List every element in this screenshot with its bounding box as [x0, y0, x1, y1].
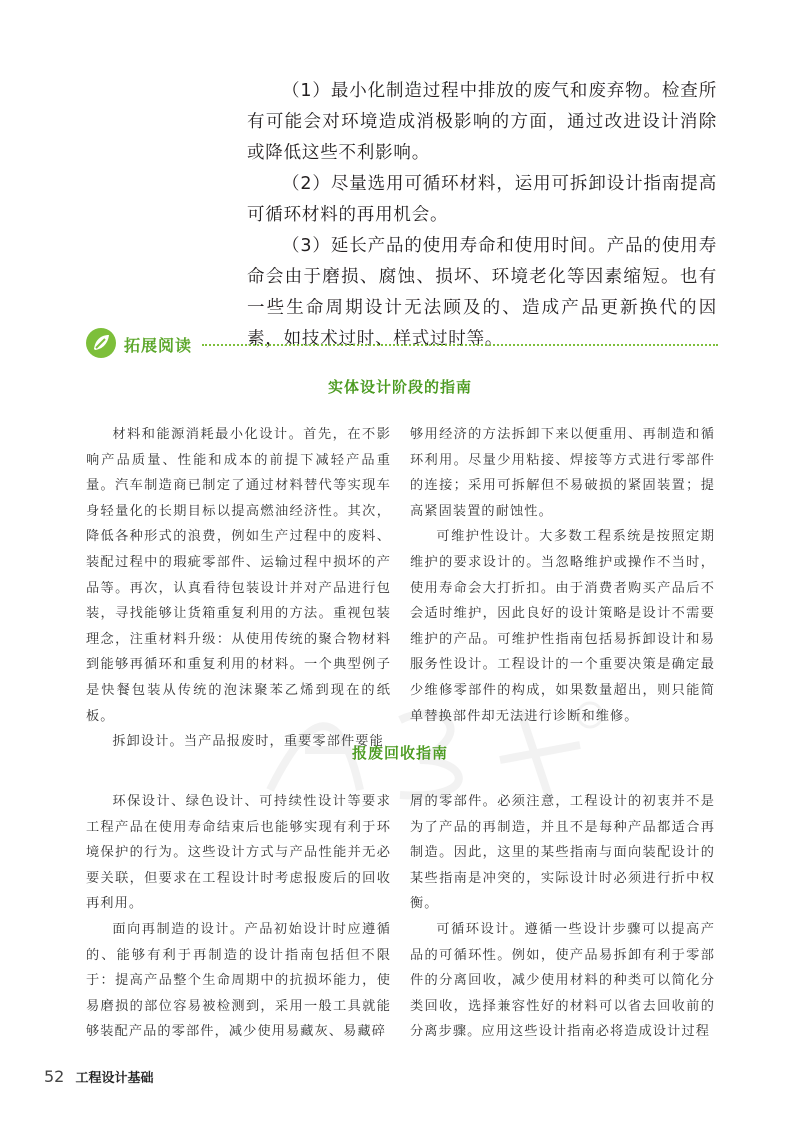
main-text: [247, 76, 717, 355]
section-2-right-column: [410, 789, 715, 1045]
s2-left-paragraph-2: 面向再制造的设计。产品初始设计时应遵循的、能够有利于再制造的设计指南包括但不限于：提高产品整个生命周期中的抗损坏能力，使易磨损的部位容易被检测到，采用一般工具就能够装配产品的零部件，减少使用易藏灰、易藏碎: [86, 921, 391, 1040]
s1-right-paragraph-1: 够用经济的方法拆卸下来以便重用、再制造和循环利用。尽量少用粘接、焊接等方式进行零部件的连接；采用可拆解但不易破损的紧固装置；提高紧固装置的耐蚀性。: [410, 427, 715, 519]
main-paragraph-1: （1）最小化制造过程中排放的废气和废弃物。检查所有可能会对环境造成消极影响的方面，通过改进设计消除或降低这些不利影响。: [247, 81, 717, 163]
s1-left-paragraph-1: 材料和能源消耗最小化设计。首先，在不影响产品质量、性能和成本的前提下减轻产品重量。汽车制造商已制定了通过材料替代等实现车身轻量化的长期目标以提高燃油经济性。其次，降低各种形式的浪费，例如生产过程中的废料、装配过程中的瑕疵零部件、运输过程中损坏的产品等。再次，认真看待包装设计并对产品进行包装，寻找能够让货箱重复利用的方法。重视包装理念，注重材料升级：从使用传统的聚合物材料到能够再循环和重复利用的材料。一个典型例子是快餐包装从传统的泡沫聚苯乙烯到现在的纸板。: [86, 427, 391, 724]
s2-left-paragraph-1: 环保设计、绿色设计、可持续性设计等要求工程产品在使用寿命结束后也能够实现有利于环境保护的行为。这些设计方式与产品性能并无必要关联，但要求在工程设计时考虑报废后的回收再利用。: [86, 794, 391, 912]
section-2-left-column: [86, 789, 391, 1045]
s1-left-paragraph-2: 拆卸设计。当产品报废时，重要零部件要能: [112, 734, 384, 750]
section-1-right-column: [410, 422, 715, 729]
section-1-left-column: [86, 422, 391, 755]
extended-reading-header: [86, 328, 718, 362]
main-paragraph-2: （2）尽量选用可循环材料，运用可拆卸设计指南提高可循环材料的再用机会。: [247, 174, 717, 225]
section-2-title: 报废回收指南: [351, 744, 448, 762]
reading-leaf-icon: [86, 328, 116, 358]
section-1-title: 实体设计阶段的指南: [327, 378, 472, 396]
extended-reading-label: 拓展阅读: [124, 336, 193, 355]
main-paragraph-3: （3）延长产品的使用寿命和使用时间。产品的使用寿命会由于磨损、腐蚀、损坏、环境老化等因素缩短。也有一些生命周期设计无法顾及的、造成产品更新换代的因素，如技术过时、样式过时等。: [247, 236, 717, 349]
s2-right-paragraph-2: 可循环设计。遵循一些设计步骤可以提高产品的可循环性。例如，使产品易拆卸有利于零部件的分离回收，减少使用材料的种类可以简化分类回收，选择兼容性好的材料可以省去回收前的分离步骤。应用这些设计指南必将造成设计过程: [410, 921, 715, 1040]
s2-right-paragraph-1: 屑的零部件。必须注意，工程设计的初衷并不是为了产品的再制造，并且不是每种产品都适合再制造。因此，这里的某些指南与面向装配设计的某些指南是冲突的，实际设计时必须进行折中权衡。: [410, 794, 715, 912]
page-footer: [44, 1067, 153, 1086]
dotted-divider: [202, 344, 718, 346]
page-number: 52: [44, 1067, 65, 1086]
book-title: 工程设计基础: [75, 1071, 154, 1086]
s1-right-paragraph-2: 可维护性设计。大多数工程系统是按照定期维护的要求设计的。当忽略维护或操作不当时，使用寿命会大打折扣。由于消费者购买产品后不会适时维护，因此良好的设计策略是设计不需要维护的产品。可维护性指南包括易拆卸设计和易服务性设计。工程设计的一个重要决策是确定最少维修零部件的构成，如果数量超出，则只能简单替换部件却无法进行诊断和维修。: [410, 529, 715, 724]
